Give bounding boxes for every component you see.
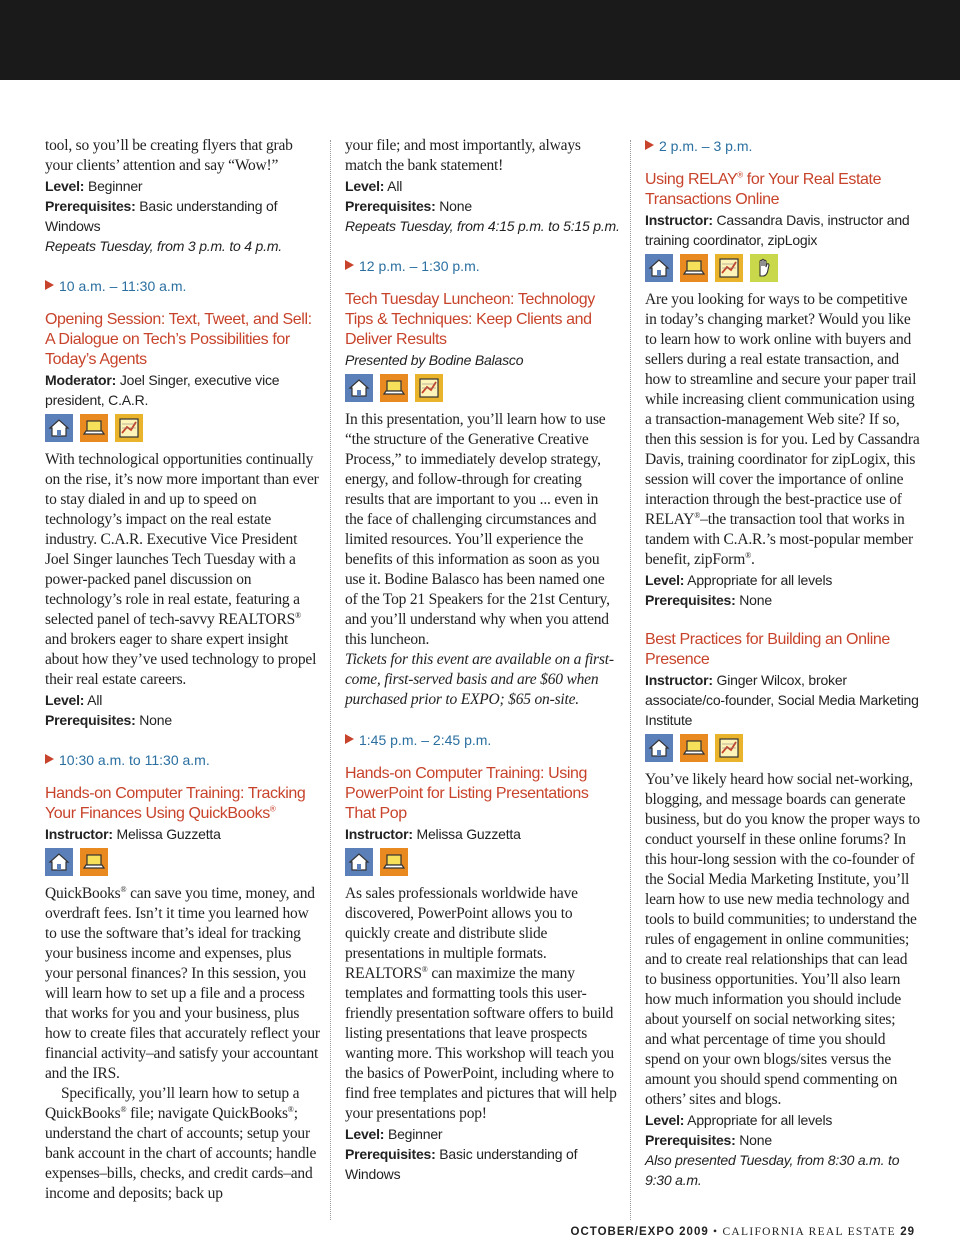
instructor-label: Instructor: bbox=[645, 212, 713, 228]
instructor-label: Instructor: bbox=[345, 826, 413, 842]
repeats-note: Repeats Tuesday, from 4:15 p.m. to 5:15 p.m. bbox=[345, 218, 620, 234]
instructor-name: Cassandra Davis, instructor and training coordinator, zipLogix bbox=[645, 212, 910, 248]
column-3: 2 p.m. – 3 p.m. Using RELAY® for Your Real Estate Transactions Online Instructor: Cassandra Davis, instructor and training coordinator, zipLogix Are you looking for ways to be competitive in today’s changing market? Would you like to learn how to work online with buyers and sellers during a real estate transaction, and how to streamline and secure your paper trail while increasing client communication using a transaction-management Web site? If so, then this session is for you. Led by Cassandra Davis, training coordinator for zipLogix, this session will cover the importance of online interaction through the best-practice use of RELAY®–the transaction tool that works in tandem with C.A.R.’s most-popular member benefit, zipForm®. Level: Appropriate for all levels Prerequisites: None Best Practices for Building an Online Presence Instructor: Ginger Wilcox, broker associate/co-founder, Social Media Marketing Institute You’ve likely heard how social net-working, blogging, and message boards can generate business, but do you know the proper ways to conduct yourself in these online forums? In this hour-long session with the co-founder of the Social Media Marketing Institute, you’ll learn how to use new media technology and tools to build communities; to understand the rules of engagement in online communities; and to create real relationships that can lead to business opportunities. You’ll also learn how much information you should include about yourself on social networking sites; and what percentage of time you should spend on your own blogs/sites versus the amount you should spend commenting on others’ sites and blogs. Level: Appropriate for all levels Prerequisites: None Also presented Tuesday, from 8:30 a.m. to 9:30 a.m. bbox=[645, 138, 920, 1188]
level-label: Level: bbox=[345, 1126, 385, 1142]
continued-text: tool, so you’ll be creating flyers that grab your clients’ attention and say “Wow!” bbox=[45, 137, 293, 174]
tickets-note: Tickets for this event are available on a first-come, first-served basis and are $60 when purchased prior to EXPO; $65 on-site. bbox=[345, 651, 614, 708]
repeats-note: Repeats Tuesday, from 3 p.m. to 4 p.m. bbox=[45, 238, 282, 254]
house-icon bbox=[345, 848, 373, 876]
prereq-value: Basic understanding of Windows bbox=[45, 198, 278, 234]
prereq-label: Prerequisites: bbox=[645, 1132, 736, 1148]
house-icon bbox=[645, 254, 673, 282]
laptop-icon bbox=[80, 848, 108, 876]
session-title: Best Practices for Building an Online Presence bbox=[645, 631, 890, 668]
triangle-bullet-icon bbox=[645, 140, 654, 150]
laptop-icon bbox=[80, 414, 108, 442]
triangle-bullet-icon bbox=[345, 260, 354, 270]
laptop-icon bbox=[380, 848, 408, 876]
chart-icon bbox=[715, 254, 743, 282]
page-footer bbox=[555, 1226, 915, 1238]
level-value: All bbox=[384, 178, 403, 194]
moderator-label: Moderator: bbox=[45, 372, 117, 388]
laptop-icon bbox=[380, 374, 408, 402]
column-divider bbox=[630, 140, 631, 1220]
chart-icon bbox=[415, 374, 443, 402]
laptop-icon bbox=[680, 254, 708, 282]
instructor-name: Ginger Wilcox, broker associate/co-founder, Social Media Marketing Institute bbox=[645, 672, 919, 728]
continued-text: your file; and most importantly, always match the bank statement! bbox=[345, 137, 581, 174]
session-description: As sales professionals worldwide have discovered, PowerPoint allows you to quickly create and distribute slide presentations in multiple formats. REALTORS bbox=[345, 885, 578, 982]
level-label: Level: bbox=[645, 1112, 685, 1128]
house-icon bbox=[45, 848, 73, 876]
prereq-label: Prerequisites: bbox=[645, 592, 736, 608]
prereq-value: None bbox=[435, 198, 472, 214]
column-1: tool, so you’ll be creating flyers that grab your clients’ attention and say “Wow!” Level: Beginner Prerequisites: Basic understanding of Windows Repeats Tuesday, from 3 p.m. to 4 p.m. 10 a.m. – 11:30 a.m. Opening Session: Text, Tweet, and Sell: A Dialogue on Tech’s Possibilities for Today’s Agents Moderator: Joel Singer, executive vice president, C.A.R. With technological opportunities continually on the rise, it’s now more important than ever to stay dialed in and up to speed on technology’s impact on the real estate industry. C.A.R. Executive Vice President Joel Singer launches Tech Tuesday with a power-packed panel discussion on technology’s role in real estate, featuring a selected panel of tech-savvy REALTORS® and brokers eager to share expert insight about how they’ve used technology to propel their real estate careers. Level: All Prerequisites: None 10:30 a.m. to 11:30 a.m. Hands-on Computer Training: Tracking Your Finances Using QuickBooks® Instructor: Melissa Guzzetta QuickBooks® can save you time, money, and overdraft fees. Isn’t it time you learned how to use the software that’s ideal for tracking your business income and expenses, plus your personal finances? In this session, you will learn how to set up a file and a process that works for you and your business, plus how to create files that accurately reflect your financial activity–and satisfy your accountant and the IRS. Specifically, you’ll learn how to setup a QuickBooks® file; navigate QuickBooks®; understand the chart of accounts; setup your bank account in the chart of accounts; handle expenses–bills, checks, and credit cards–and income and deposits; back up bbox=[45, 137, 320, 1202]
also-presented-note: Also presented Tuesday, from 8:30 a.m. to 9:30 a.m. bbox=[645, 1152, 900, 1188]
instructor-label: Instructor: bbox=[645, 672, 713, 688]
prereq-value: None bbox=[735, 592, 772, 608]
session-icons bbox=[45, 848, 320, 878]
level-label: Level: bbox=[645, 572, 685, 588]
session-description: Are you looking for ways to be competitive in today’s changing market? Would you like to learn how to work online with buyers and sellers during a real estate transaction, and how to streamline and secure your paper trail while increasing client communication using a transaction-management Web site? If so, then this session is for you. Led by Cassandra Davis, training coordinator for zipLogix, this session will cover the importance of online interaction through the best-practice use of RELAY bbox=[645, 291, 920, 528]
instructor-name: Melissa Guzzetta bbox=[412, 826, 521, 842]
session-time: 10:30 a.m. to 11:30 a.m. bbox=[45, 750, 320, 770]
presenter: Presented by Bodine Balasco bbox=[345, 352, 524, 368]
column-2: your file; and most importantly, always match the bank statement! Level: All Prerequisites: None Repeats Tuesday, from 4:15 p.m. to 5:15 p.m. 12 p.m. – 1:30 p.m. Tech Tuesday Luncheon: Technology Tips & Techniques: Keep Clients and Deliver Results Presented by Bodine Balasco In this presentation, you’ll learn how to use “the structure of the Generative Creative Process,” to immediately develop strategy, energy, and follow-through for creating results that are important to you ... even in the face of challenging circumstances and limited resources. You’ll experience the benefits of this information as soon as you use it. Bodine Balasco has been named one of the Top 21 Speakers for the 21st Century, and you’ll understand why when you attend this luncheon. Tickets for this event are available on a first-come, first-served basis and are $60 when purchased prior to EXPO; $65 on-site. 1:45 p.m. – 2:45 p.m. Hands-on Computer Training: Using PowerPoint for Listing Presentations That Pop Instructor: Melissa Guzzetta As sales professionals worldwide have discovered, PowerPoint allows you to quickly create and distribute slide presentations in multiple formats. REALTORS® can maximize the many templates and formatting tools this user-friendly presentation software offers to build listing presentations that leave prospects wanting more. This workshop will teach you the basics of PowerPoint, including where to find free templates and pictures that will help your presentations pop! Level: Beginner Prerequisites: Basic understanding of Windows bbox=[345, 137, 620, 1182]
house-icon bbox=[345, 374, 373, 402]
laptop-icon bbox=[680, 734, 708, 762]
hand-icon bbox=[750, 254, 778, 282]
level-value: Appropriate for all levels bbox=[684, 1112, 833, 1128]
prereq-value: None bbox=[735, 1132, 772, 1148]
prereq-value: None bbox=[135, 712, 172, 728]
session-description: In this presentation, you’ll learn how to use “the structure of the Generative Creative Process,” to immediately develop strategy, energy, and follow-through for creating results that are important to you ... even in the face of challenging circumstances and limited resources. You’ll experience the benefits of this information as soon as you use it. Bodine Balasco has been named one of the Top 21 Speakers for the 21st Century, and you’ll understand why when you attend this luncheon. bbox=[345, 411, 610, 648]
session-description: With technological opportunities continually on the rise, it’s now more important than ever to stay dialed in and up to speed on technology’s impact on the real estate industry. C.A.R. Executive Vice President Joel Singer launches Tech Tuesday with a power-packed panel discussion on technology’s role in real estate, featuring a selected panel of tech-savvy REALTORS bbox=[45, 451, 319, 628]
issue-label: OCTOBER/EXPO 2009 bbox=[570, 1226, 709, 1238]
level-value: Appropriate for all levels bbox=[684, 572, 833, 588]
prereq-value: Basic understanding of Windows bbox=[345, 1146, 578, 1182]
instructor-name: Melissa Guzzetta bbox=[112, 826, 221, 842]
column-divider bbox=[330, 140, 331, 1220]
triangle-bullet-icon bbox=[45, 280, 54, 290]
session-description: You’ve likely heard how social net-working, blogging, and message boards can generate business, but do you know the proper ways to conduct yourself in these online forums? In this hour-long session with the co-founder of the Social Media Marketing Institute, you’ll learn how to use new media technology and tools to build communities; to understand the rules of engagement in online communities; and to create real relationships that can lead to business opportunities. You’ll also learn how much information you should include about yourself on social networking sites; and what percentage of time you should spend on your own blogs/sites versus the amount you should spend commenting on others’ sites and blogs. bbox=[645, 771, 920, 1108]
level-label: Level: bbox=[45, 178, 85, 194]
chart-icon bbox=[115, 414, 143, 442]
house-icon bbox=[45, 414, 73, 442]
session-title: Hands-on Computer Training: Tracking Your Finances Using QuickBooks® bbox=[45, 785, 306, 822]
footer-bullet: • bbox=[712, 1226, 719, 1238]
session-icons bbox=[45, 414, 320, 444]
session-time: 2 p.m. – 3 p.m. bbox=[645, 136, 920, 156]
session-icons bbox=[645, 734, 920, 764]
page-number: 29 bbox=[900, 1226, 915, 1238]
session-icons bbox=[645, 254, 920, 284]
session-title: Opening Session: Text, Tweet, and Sell: A Dialogue on Tech’s Possibilities for Today’s Agents bbox=[45, 311, 312, 368]
session-time: 1:45 p.m. – 2:45 p.m. bbox=[345, 730, 620, 750]
session-time: 10 a.m. – 11:30 a.m. bbox=[45, 276, 320, 296]
level-label: Level: bbox=[45, 692, 85, 708]
session-icons bbox=[345, 848, 620, 878]
session-time: 12 p.m. – 1:30 p.m. bbox=[345, 256, 620, 276]
top-bar bbox=[0, 0, 960, 80]
magazine-name: CALIFORNIA REAL ESTATE bbox=[722, 1226, 897, 1238]
session-title: Using RELAY® for Your Real Estate Transactions Online bbox=[645, 170, 882, 208]
prereq-label: Prerequisites: bbox=[345, 1146, 436, 1162]
level-value: Beginner bbox=[384, 1126, 443, 1142]
level-value: Beginner bbox=[84, 178, 143, 194]
prereq-label: Prerequisites: bbox=[45, 198, 136, 214]
prereq-label: Prerequisites: bbox=[345, 198, 436, 214]
moderator-name: Joel Singer, executive vice president, C.A.R. bbox=[45, 372, 280, 408]
triangle-bullet-icon bbox=[45, 754, 54, 764]
level-label: Level: bbox=[345, 178, 385, 194]
prereq-label: Prerequisites: bbox=[45, 712, 136, 728]
instructor-label: Instructor: bbox=[45, 826, 113, 842]
session-icons bbox=[345, 374, 620, 404]
chart-icon bbox=[715, 734, 743, 762]
session-title: Tech Tuesday Luncheon: Technology Tips & Techniques: Keep Clients and Deliver Results bbox=[345, 291, 595, 348]
triangle-bullet-icon bbox=[345, 734, 354, 744]
house-icon bbox=[645, 734, 673, 762]
level-value: All bbox=[84, 692, 103, 708]
session-description: can save you time, money, and overdraft fees. Isn’t it time you learned how to use the software that’s ideal for tracking your business income and expenses, plus your personal finances? In this session, you will learn how to set up a file and a process that works for you and your business, plus how to create files that accurately reflect your financial activity–and satisfy your accountant and the IRS. bbox=[45, 885, 320, 1082]
session-title: Hands-on Computer Training: Using PowerPoint for Listing Presentations That Pop bbox=[345, 765, 589, 822]
